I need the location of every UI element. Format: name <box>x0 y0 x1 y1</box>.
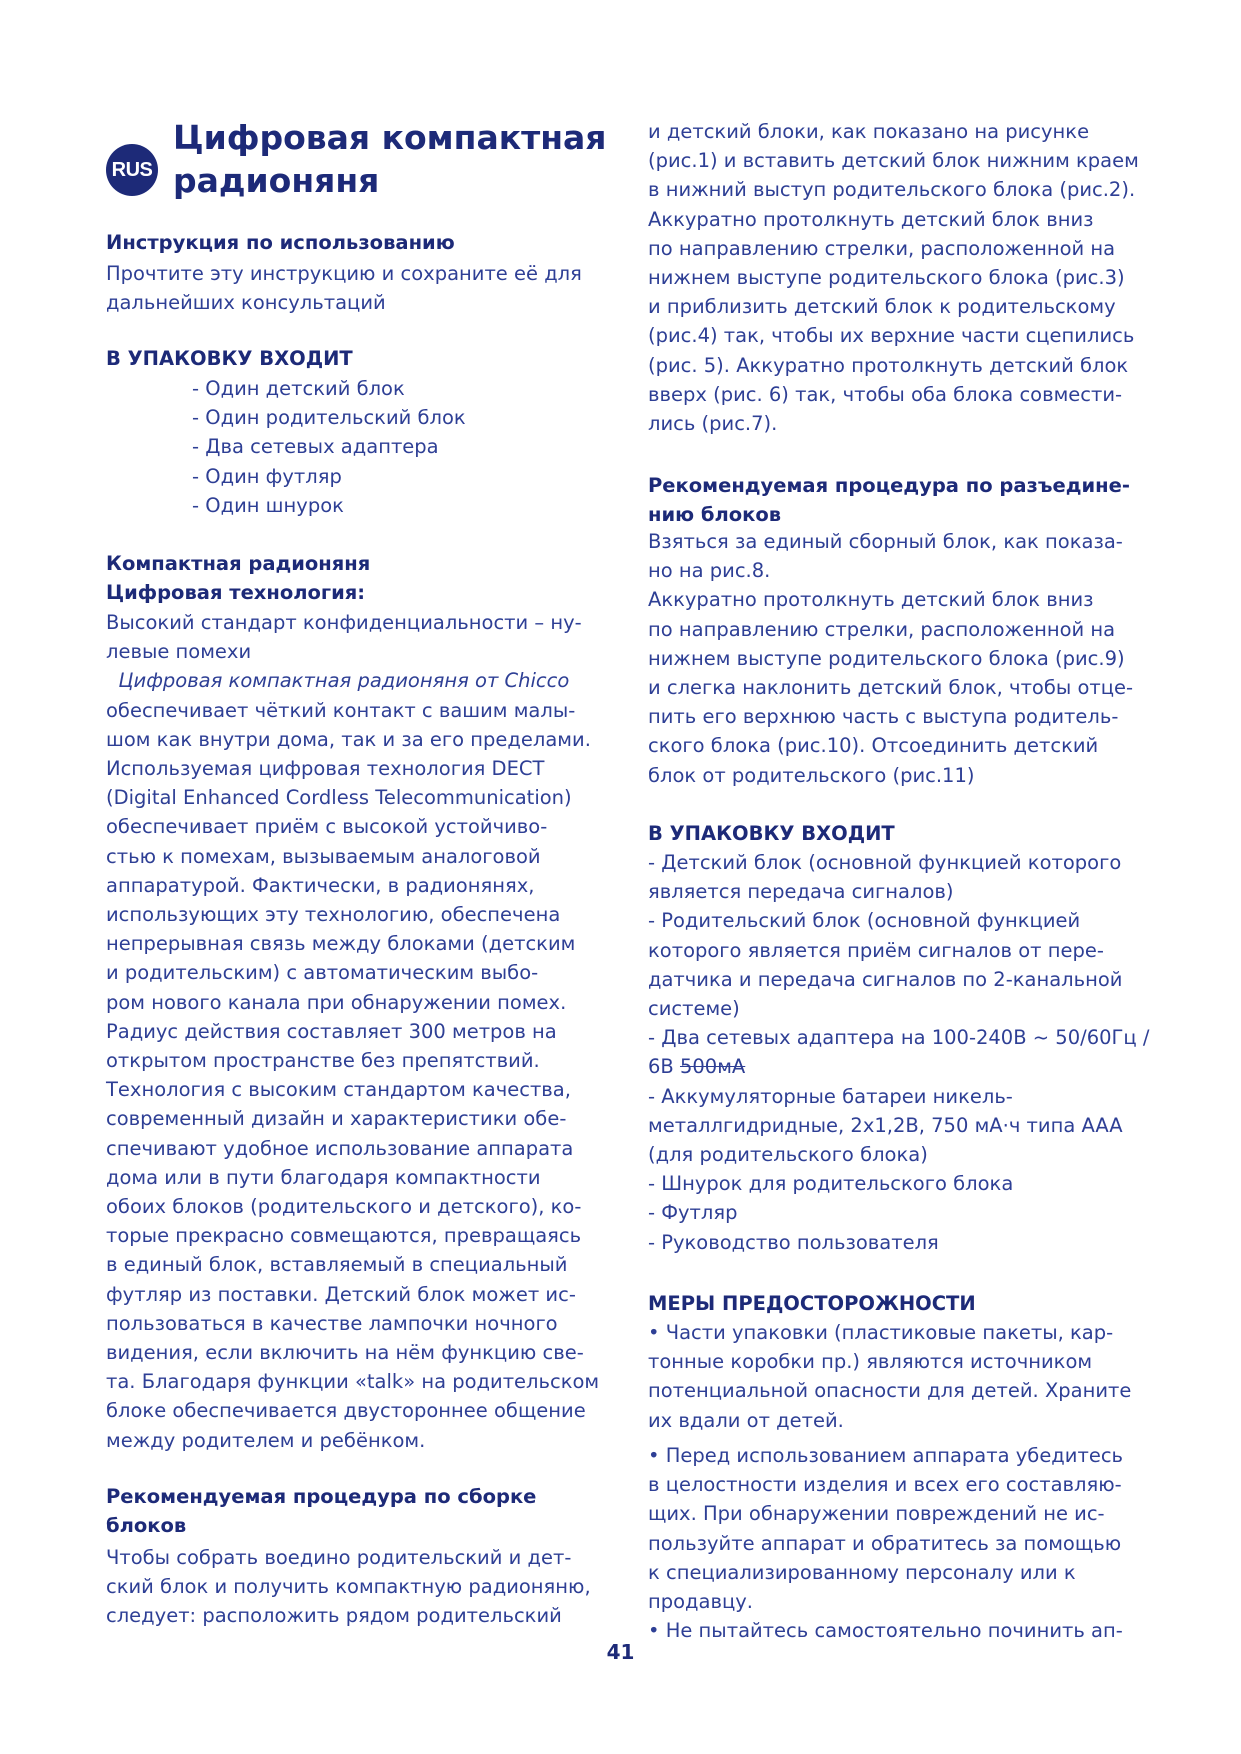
text-line: в целостности изделия и всех его составляю- <box>648 1473 1122 1497</box>
text-line: (Digital Enhanced Cordless Telecommunication) <box>106 786 572 810</box>
text-line: в нижний выступ родительского блока (рис.2). <box>648 178 1136 202</box>
text-line: лись (рис.7). <box>648 412 778 436</box>
heading-line: Рекомендуемая процедура по разъедине- <box>648 474 1130 497</box>
text-line: ский блок и получить компактную радионяню, <box>106 1575 591 1599</box>
text-line: ром нового канала при обнаружении помех. <box>106 990 567 1014</box>
text-line: использующих эту технологию, обеспечена <box>106 903 561 927</box>
list-item: - Родительский блок (основной функцией <box>648 909 1081 933</box>
heading-line: Рекомендуемая процедура по сборке <box>106 1485 537 1508</box>
heading-line: Компактная радионяня <box>106 552 371 575</box>
text-line: нижнем выступе родительского блока (рис.9) <box>648 646 1125 670</box>
text-line: Аккуратно протолкнуть детский блок вниз <box>648 588 1094 612</box>
text-line: (рис.1) и вставить детский блок нижним краем <box>648 149 1139 173</box>
text-line: между родителем и ребёнком. <box>106 1428 426 1452</box>
text-line: следует: расположить рядом родительский <box>106 1604 562 1628</box>
text-line: обеспечивает чёткий контакт с вашим малы- <box>106 698 576 722</box>
heading-line: нию блоков <box>648 503 782 527</box>
text-line: тонные коробки пр.) являются источником <box>648 1350 1093 1374</box>
text-line: спечивают удобное использование аппарата <box>106 1136 574 1160</box>
text-line: (рис.4) так, чтобы их верхние части сцепились <box>648 324 1135 348</box>
list-item: системе) <box>648 997 740 1021</box>
detach-heading <box>648 471 1136 529</box>
text-line: блок от родительского (рис.11) <box>648 763 975 787</box>
text-line: и детский блоки, как показано на рисунке <box>648 120 1090 143</box>
text-line: левые помехи <box>106 640 252 664</box>
assembly-text <box>106 1543 600 1631</box>
text-line: их вдали от детей. <box>648 1408 844 1432</box>
text-line: Цифровая компактная радионяня от Chicco <box>106 669 570 693</box>
text-line: пользуйте аппарат и обратитесь за помощью <box>648 1531 1122 1555</box>
package-heading: В УПАКОВКУ ВХОДИТ <box>106 347 353 370</box>
safety-paragraph-1 <box>648 1318 1136 1435</box>
list-item: металлгидридные, 2x1,2В, 750 мА·ч типа AAA <box>648 1113 1123 1137</box>
text-line: футляр из поставки. Детский блок может ис- <box>106 1282 576 1306</box>
heading-line: блоков <box>106 1514 187 1538</box>
title-line: радионяня <box>173 161 380 200</box>
list-item: - Один шнурок <box>192 493 344 517</box>
language-badge: RUS <box>106 144 158 196</box>
adapter-voltage: 6В <box>648 1055 680 1079</box>
instructions-text <box>106 259 600 317</box>
assembly-continued <box>648 117 1139 438</box>
text-line: • Не пытайтесь самостоятельно починить ап- <box>648 1619 1123 1643</box>
text-line: обеспечивает приём с высокой устойчиво- <box>106 815 548 839</box>
compact-heading <box>106 549 600 607</box>
text-line: и родительским) с автоматическим выбо- <box>106 961 539 985</box>
text-line: открытом пространстве без препятствий. <box>106 1049 540 1073</box>
list-item: - Один детский блок <box>192 377 405 400</box>
text-line: обоих блоков (родительского и детского), ко- <box>106 1195 582 1219</box>
list-item: - Два сетевых адаптера <box>192 435 439 459</box>
detach-text <box>648 527 1136 790</box>
text-line: к специализированному персоналу или к <box>648 1560 1076 1584</box>
title-line: Цифровая компактная <box>173 118 607 157</box>
text-line: вверх (рис. 6) так, чтобы оба блока совмести- <box>648 382 1123 406</box>
assembly-heading <box>106 1482 600 1540</box>
text-line: Аккуратно протолкнуть детский блок вниз <box>648 207 1094 231</box>
text-line: Технология с высоким стандартом качества, <box>106 1078 571 1102</box>
compact-description <box>106 608 600 1455</box>
list-item: - Шнурок для родительского блока <box>648 1172 1014 1196</box>
text-line: но на рис.8. <box>648 559 771 583</box>
text-line: Чтобы собрать воедино родительский и дет- <box>106 1546 572 1569</box>
text-line: шом как внутри дома, так и за его пределами. <box>106 727 591 751</box>
text-line: и приблизить детский блок к родительскому <box>648 295 1116 319</box>
text-line: щих. При обнаружении повреждений не ис- <box>648 1502 1105 1526</box>
package-list-2 <box>648 848 1150 1257</box>
text-line: пользоваться в качестве лампочки ночного <box>106 1311 558 1335</box>
text-line: (рис. 5). Аккуратно протолкнуть детский блок <box>648 353 1129 377</box>
adapter-spec <box>648 1052 1136 1081</box>
list-item: которого является приём сигналов от пере- <box>648 938 1104 962</box>
list-item: - Аккумуляторные батареи никель- <box>648 1084 1013 1108</box>
text-line: дома или в пути благодаря компактности <box>106 1165 541 1189</box>
text-line: Прочтите эту инструкцию и сохраните её для <box>106 262 582 285</box>
list-item: - Один футляр <box>192 464 342 488</box>
text-line: • Перед использованием аппарата убедитесь <box>648 1444 1124 1467</box>
text-line: ского блока (рис.10). Отсоединить детский <box>648 734 1099 758</box>
instructions-heading: Инструкция по использованию <box>106 231 455 254</box>
adapter-current-struck: 500мА <box>679 1055 746 1079</box>
list-item: - Один родительский блок <box>192 406 466 430</box>
package-list <box>106 374 686 520</box>
text-line: пить его верхнюю часть с выступа родитель- <box>648 705 1119 729</box>
list-item: - Детский блок (основной функцией которого <box>648 851 1122 874</box>
list-item: - Футляр <box>648 1201 738 1225</box>
text-line: торые прекрасно совмещаются, превращаясь <box>106 1224 582 1248</box>
text-line: аппаратурой. Фактически, в радионянях, <box>106 873 535 897</box>
text-line: Радиус действия составляет 300 метров на <box>106 1019 557 1043</box>
list-item: - Два сетевых адаптера на 100-240В ~ 50/60Гц / <box>648 1026 1150 1050</box>
text-line: по направлению стрелки, расположенной на <box>648 617 1116 641</box>
list-item: - Руководство пользователя <box>648 1230 939 1254</box>
text-line: непрерывная связь между блоками (детским <box>106 932 576 956</box>
text-line: блоке обеспечивается двустороннее общение <box>106 1399 586 1423</box>
list-item: (для родительского блока) <box>648 1143 928 1167</box>
text-line: и слегка наклонить детский блок, чтобы отце- <box>648 676 1134 700</box>
text-line: Используемая цифровая технология DECT <box>106 757 545 781</box>
text-line: та. Благодаря функции «talk» на родительском <box>106 1370 600 1394</box>
text-line: по направлению стрелки, расположенной на <box>648 236 1116 260</box>
list-item: датчика и передача сигналов по 2-канальной <box>648 967 1123 991</box>
text-line: стью к помехам, вызываемым аналоговой <box>106 844 541 868</box>
text-line: потенциальной опасности для детей. Храните <box>648 1379 1132 1403</box>
page-title <box>173 116 613 202</box>
package-heading-2: В УПАКОВКУ ВХОДИТ <box>648 822 895 845</box>
text-line: современный дизайн и характеристики обе- <box>106 1107 567 1131</box>
list-item: является передача сигналов) <box>648 880 954 904</box>
text-line: в единый блок, вставляемый в специальный <box>106 1253 568 1277</box>
heading-line: Цифровая технология: <box>106 581 366 605</box>
safety-paragraph-2 <box>648 1441 1136 1645</box>
text-line: Взяться за единый сборный блок, как показа- <box>648 530 1123 553</box>
page-number: 41 <box>606 1640 635 1664</box>
text-line: нижнем выступе родительского блока (рис.3) <box>648 266 1125 290</box>
safety-heading: МЕРЫ ПРЕДОСТОРОЖНОСТИ <box>648 1292 976 1315</box>
text-line: видения, если включить на нём функцию све- <box>106 1341 584 1365</box>
text-line: дальнейших консультаций <box>106 291 386 315</box>
text-line: Высокий стандарт конфиденциальности – ну- <box>106 611 582 634</box>
text-line: • Части упаковки (пластиковые пакеты, кар- <box>648 1321 1114 1344</box>
text-line: продавцу. <box>648 1590 753 1614</box>
